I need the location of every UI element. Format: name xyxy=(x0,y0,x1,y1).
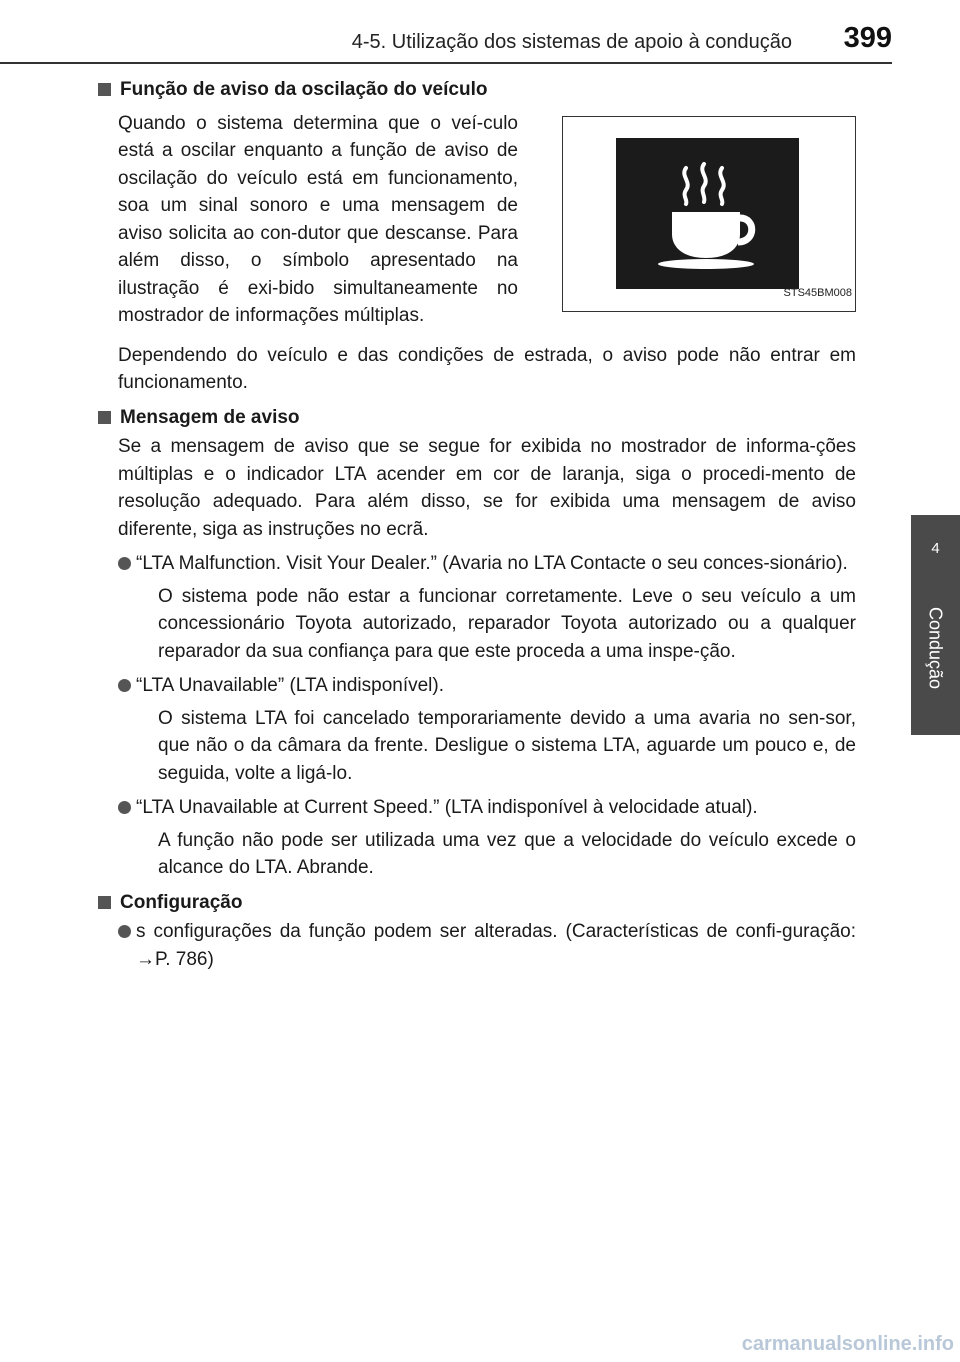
list-item xyxy=(118,918,856,973)
circle-bullet-icon xyxy=(118,557,131,570)
list-item xyxy=(118,550,856,578)
sway-note: Dependendo do veículo e das condições de estrada, o aviso pode não entrar em funcionamento. xyxy=(118,344,856,393)
coffee-cup-illustration xyxy=(562,116,856,312)
item-title: “LTA Malfunction. Visit Your Dealer.” (Avaria no LTA Contacte o seu conces-sionário). xyxy=(136,553,848,574)
heading-text: Função de aviso da oscilação do veículo xyxy=(120,79,488,100)
warning-description: Se a mensagem de aviso que se segue for exibida no mostrador de informa-ções múltiplas e o indicador LTA acender em cor de laranja, siga o procedi-mento de resolução adequado. Para além disso, se for exibida uma mensagem de aviso diferente, siga as instruções no ecrã. xyxy=(118,436,856,540)
heading-text: Mensagem de aviso xyxy=(120,406,300,428)
item-title: “LTA Unavailable” (LTA indisponível). xyxy=(136,675,445,696)
square-bullet-icon xyxy=(98,896,111,909)
chapter-label: Condução xyxy=(925,607,946,690)
list-item xyxy=(118,672,856,700)
chapter-tab[interactable] xyxy=(911,515,960,735)
circle-bullet-icon xyxy=(118,925,131,938)
coffee-cup-icon xyxy=(616,138,799,289)
sway-description: Quando o sistema determina que o veí-culo está a oscilar enquanto a função de aviso de oscilação do veículo está em funcionamento, soa um sinal sonoro e uma mensagem de aviso solicita ao con-dutor que descanse. Para além disso, o símbolo apresentado na ilustração é exi-bido simultaneamente no mostrador de informações múltiplas. xyxy=(118,112,518,326)
square-bullet-icon xyxy=(98,411,111,424)
item-description: O sistema LTA foi cancelado temporariamente devido a uma avaria no sen-sor, que não o da câmara da frente. Desligue o sistema LTA, aguarde um pouco e, de seguida, volte a ligá-lo. xyxy=(158,707,856,784)
circle-bullet-icon xyxy=(118,801,131,814)
page-content xyxy=(96,76,856,978)
display-screen xyxy=(616,138,799,289)
item-description: A função não pode ser utilizada uma vez que a velocidade do veículo excede o alcance do LTA. Abrande. xyxy=(158,829,856,878)
circle-bullet-icon xyxy=(118,679,131,692)
heading-text: Configuração xyxy=(120,891,243,913)
section-title: 4-5. Utilização dos sistemas de apoio à condução xyxy=(351,31,792,53)
page-number: 399 xyxy=(843,22,892,54)
item-description: O sistema pode não estar a funcionar corretamente. Leve o seu veículo a um concessionário Toyota autorizado, reparador Toyota autorizado ou a qualquer reparador da sua confiança para que este proceda a uma inspe-ção. xyxy=(158,585,856,662)
page-header xyxy=(0,0,960,66)
list-item xyxy=(118,794,856,822)
section-heading-warning xyxy=(96,404,856,432)
watermark: carmanualsonline.info xyxy=(741,1333,954,1355)
chapter-number: 4 xyxy=(931,540,940,557)
section-heading-sway xyxy=(96,76,856,104)
header-rule xyxy=(0,62,892,64)
section-heading-config xyxy=(96,889,856,917)
item-title: “LTA Unavailable at Current Speed.” (LTA indisponível à velocidade atual). xyxy=(136,797,758,818)
config-text: s configurações da função podem ser alteradas. (Características de confi-guração: →P. 786) xyxy=(136,921,856,970)
square-bullet-icon xyxy=(98,83,111,96)
figure-code: STS45BM008 xyxy=(783,287,852,299)
